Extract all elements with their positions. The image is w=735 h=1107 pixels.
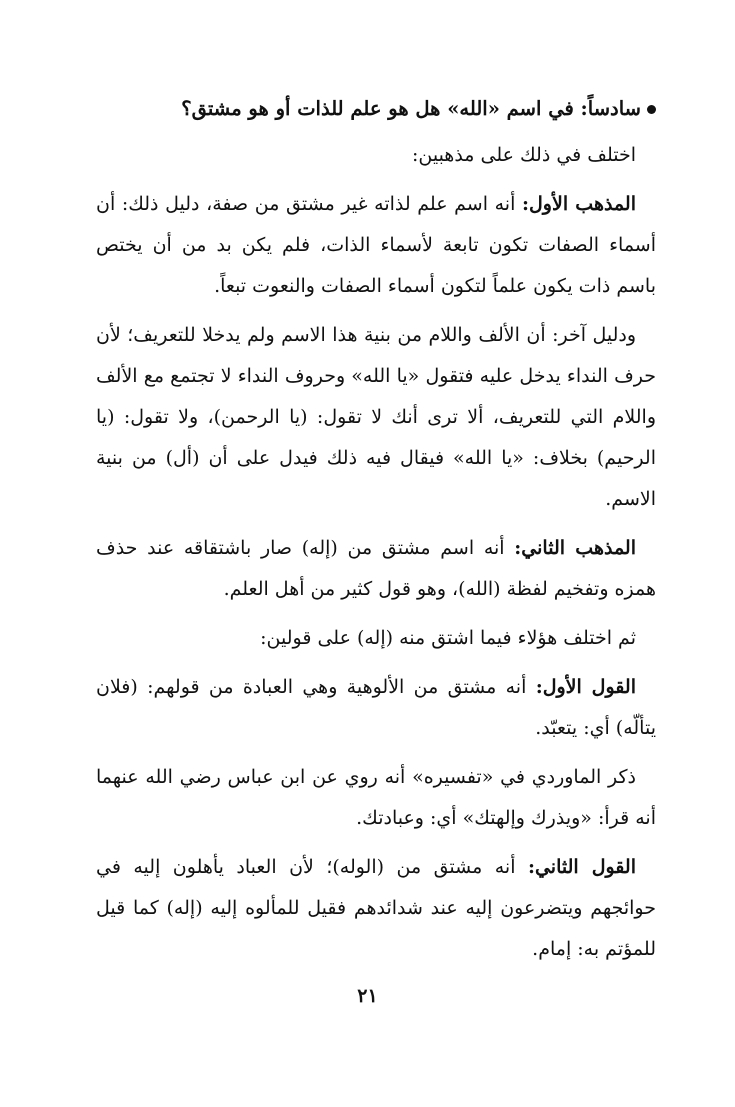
- bullet-icon: [647, 105, 656, 114]
- dalil-paragraph: ودليل آخر: أن الألف واللام من بنية هذا الاسم ولم يدخلا للتعريف؛ لأن حرف النداء يدخل عليه فتقول «يا الله» وحروف النداء لا تجتمع مع الألف واللام التي للتعريف، ألا ترى أنك لا تقول: (يا الرحمن)، ولا تقول: (يا الرحيم) بخلاف: «يا الله» فيقال فيه ذلك فيدل على أن (أل) من بنية الاسم.: [96, 324, 656, 510]
- page-body: [96, 88, 656, 978]
- qawl2-paragraph: [96, 847, 656, 970]
- qawl1-text: أنه مشتق من الألوهية وهي العبادة من قولهم: (فلان يتألّه) أي: يتعبّد.: [96, 676, 656, 739]
- madhhab2-label: المذهب الثاني:: [514, 537, 637, 559]
- madhhab1-text: أنه اسم علم لذاته غير مشتق من صفة، دليل ذلك: أن أسماء الصفات تكون تابعة لأسماء الذات، فلم يكن بد من أن يختص باسم ذات يكون علماً لتكون أسماء الصفات والنعوت تبعاً.: [96, 193, 656, 297]
- section-heading: [96, 88, 656, 129]
- thumma-paragraph: ثم اختلف هؤلاء فيما اشتق منه (إله) على قولين:: [260, 627, 636, 649]
- madhhab1-paragraph: [96, 184, 656, 307]
- intro-paragraph: اختلف في ذلك على مذهبين:: [411, 144, 636, 166]
- madhhab2-text: أنه اسم مشتق من (إله) صار باشتقاقه عند حذف همزه وتفخيم لفظة (الله)، وهو قول كثير من أهل العلم.: [96, 537, 656, 600]
- madhhab2-paragraph: [96, 528, 656, 610]
- mawardi-paragraph: ذكر الماوردي في «تفسيره» أنه روي عن ابن عباس رضي الله عنهما أنه قرأ: «ويذرك وإلهتك» أي: وعبادتك.: [96, 766, 656, 829]
- qawl1-paragraph: [96, 667, 656, 749]
- qawl1-label: القول الأول:: [535, 676, 636, 698]
- page-number: ٢١: [357, 985, 378, 1007]
- madhhab1-label: المذهب الأول:: [521, 193, 636, 215]
- section-heading-text: سادساً: في اسم «الله» هل هو علم للذات أو هو مشتق؟: [181, 97, 641, 120]
- qawl2-label: القول الثاني:: [527, 856, 636, 878]
- qawl2-text: أنه مشتق من (الوله)؛ لأن العباد يأهلون إليه في حوائجهم ويتضرعون إليه عند شدائدهم فقيل للمألوه إليه (إله) كما قيل للمؤتم به: إمام.: [96, 856, 656, 960]
